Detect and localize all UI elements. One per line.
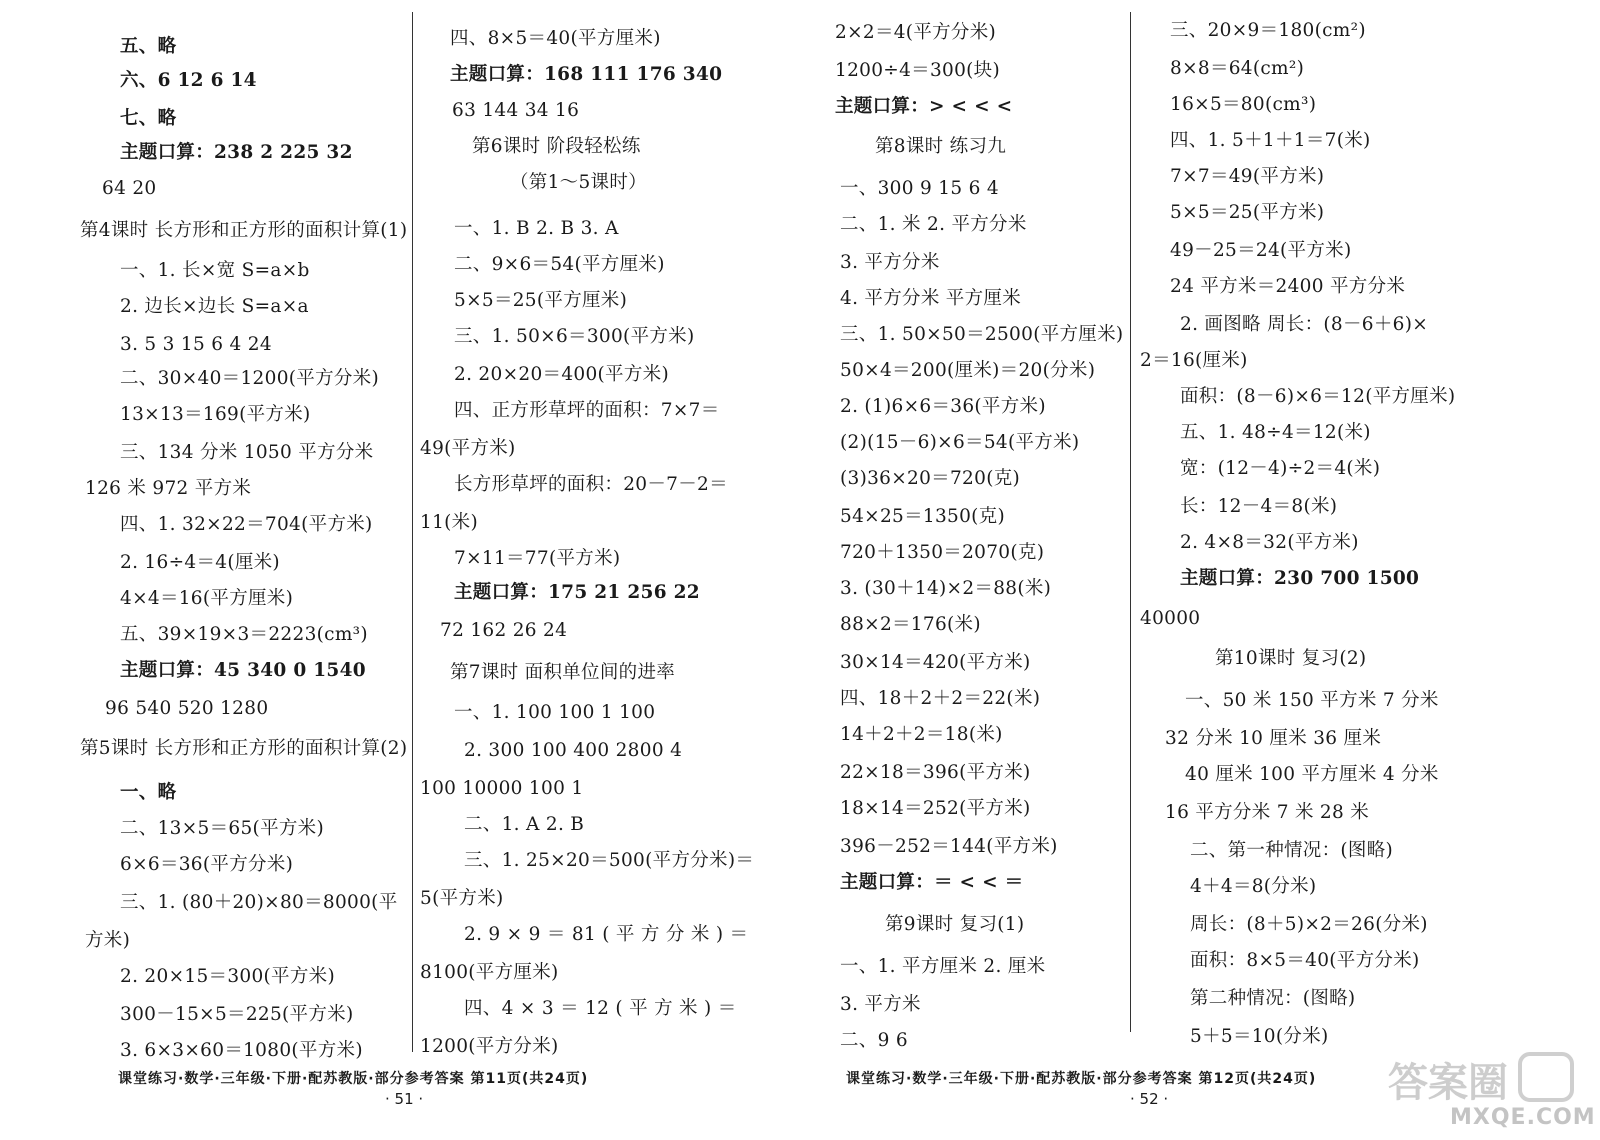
answer-line: 二、30×40＝1200(平方分米) — [120, 368, 379, 389]
answer-line: 一、1. 长×宽 S=a×b — [120, 260, 310, 281]
watermark-url: MXQE.COM — [1450, 1105, 1596, 1130]
answer-line: 2. 16÷4＝4(厘米) — [120, 552, 280, 573]
answer-line: 三、1. 50×6＝300(平方米) — [454, 326, 695, 347]
page-number: · 52 · — [1130, 1090, 1169, 1108]
answer-line: 5×5＝25(平方米) — [1170, 202, 1325, 223]
answer-line: 2. (1)6×6＝36(平方米) — [840, 396, 1046, 417]
answer-line: 4×4＝16(平方厘米) — [120, 588, 294, 609]
answer-line: 2. 画图略 周长：(8－6＋6)× — [1180, 314, 1429, 335]
answer-line: 22×18＝396(平方米) — [840, 762, 1031, 783]
answer-line: 主题口算：230 700 1500 — [1180, 568, 1420, 589]
answer-line: 2. 300 100 400 2800 4 — [464, 740, 683, 761]
answer-line: 主题口算：238 2 225 32 — [120, 142, 353, 163]
watermark-frame — [1520, 1054, 1572, 1100]
answer-line: 4. 平方分米 平方厘米 — [840, 288, 1022, 309]
answer-line: 四、1. 5＋1＋1＝7(米) — [1170, 130, 1371, 151]
answer-line: （第1～5课时） — [510, 172, 647, 193]
answer-line: 二、1. 米 2. 平方分米 — [840, 214, 1027, 235]
answer-line: 二、1. A 2. B — [464, 814, 585, 835]
answer-line: 2. 20×20＝400(平方米) — [454, 364, 669, 385]
answer-line: 三、134 分米 1050 平方分米 — [120, 442, 374, 463]
answer-line: 3. 6×3×60＝1080(平方米) — [120, 1040, 363, 1061]
answer-line: 396－252＝144(平方米) — [840, 836, 1058, 857]
answer-line: 18×14＝252(平方米) — [840, 798, 1031, 819]
answer-line: 二、13×5＝65(平方米) — [120, 818, 324, 839]
answer-line: 1200÷4＝300(块) — [835, 60, 1000, 81]
answer-line: 3. 5 3 15 6 4 24 — [120, 334, 272, 355]
answer-line: 2×2＝4(平方分米) — [835, 22, 997, 43]
answer-line: 方米) — [85, 930, 131, 951]
answer-line: 6×6＝36(平方分米) — [120, 854, 294, 875]
answer-line: 三、1. 25×20＝500(平方分米)＝ — [464, 850, 755, 871]
page-footer: 课堂练习·数学·三年级·下册·配苏教版·部分参考答案 第12页(共24页) — [846, 1071, 1317, 1087]
answer-line: 72 162 26 24 — [440, 620, 568, 641]
answer-line: 五、39×19×3＝2223(cm³) — [120, 624, 368, 645]
answer-line: 第二种情况：(图略) — [1190, 988, 1356, 1009]
answer-line: 63 144 34 16 — [452, 100, 580, 121]
answer-line: 30×14＝420(平方米) — [840, 652, 1031, 673]
answer-line: 5(平方米) — [420, 888, 504, 909]
answer-line: 8100(平方厘米) — [420, 962, 559, 983]
answer-line: 一、略 — [120, 782, 177, 803]
answer-line: 2＝16(厘米) — [1140, 350, 1248, 371]
answer-line: 主题口算：＝ < < ＝ — [840, 872, 1024, 893]
watermark-logo — [1380, 1050, 1596, 1130]
answer-line: 49－25＝24(平方米) — [1170, 240, 1352, 261]
answer-line: 13×13＝169(平方米) — [120, 404, 311, 425]
watermark-graphic — [1380, 1050, 1596, 1130]
answer-line: 5×5＝25(平方厘米) — [454, 290, 628, 311]
page-footer: 课堂练习·数学·三年级·下册·配苏教版·部分参考答案 第11页(共24页) — [118, 1071, 589, 1087]
answer-line: 54×25＝1350(克) — [840, 506, 1005, 527]
answer-line: 3. 平方米 — [840, 994, 921, 1015]
page-number: · 51 · — [385, 1090, 424, 1108]
answer-line: 24 平方米＝2400 平方分米 — [1170, 276, 1406, 297]
answer-line: 2. 边长×边长 S=a×a — [120, 296, 309, 317]
answer-line: 五、1. 48÷4＝12(米) — [1180, 422, 1371, 443]
answer-line: 2. 20×15＝300(平方米) — [120, 966, 335, 987]
answer-line: 7×7＝49(平方米) — [1170, 166, 1325, 187]
answer-line: 四、8×5＝40(平方厘米) — [450, 28, 661, 49]
right-page — [800, 0, 1600, 1140]
answer-line: 50×4＝200(厘米)＝20(分米) — [840, 360, 1096, 381]
answer-line: 六、6 12 6 14 — [120, 70, 257, 91]
answer-line: 第4课时 长方形和正方形的面积计算(1) — [80, 220, 408, 241]
answer-line: 一、1. B 2. B 3. A — [454, 218, 619, 239]
answer-line: 7×11＝77(平方米) — [454, 548, 621, 569]
answer-line: 四、4 × 3 ＝ 12 ( 平 方 米 ) ＝ — [464, 998, 737, 1019]
answer-line: 16×5＝80(cm³) — [1170, 94, 1317, 115]
answer-line: 二、第一种情况：(图略) — [1190, 840, 1394, 861]
answer-line: 主题口算：> < < < — [835, 96, 1013, 117]
answer-line: 300－15×5＝225(平方米) — [120, 1004, 354, 1025]
answer-line: 88×2＝176(米) — [840, 614, 981, 635]
answer-line: 一、50 米 150 平方米 7 分米 — [1185, 690, 1439, 711]
answer-line: 8×8＝64(cm²) — [1170, 58, 1305, 79]
answer-line: 16 平方分米 7 米 28 米 — [1165, 802, 1370, 823]
answer-line: 一、1. 平方厘米 2. 厘米 — [840, 956, 1046, 977]
answer-line: 四、正方形草坪的面积：7×7＝ — [454, 400, 720, 421]
answer-line: 周长：(8＋5)×2＝26(分米) — [1190, 914, 1428, 935]
answer-line: 4＋4＝8(分米) — [1190, 876, 1317, 897]
answer-line: 二、9 6 — [840, 1030, 908, 1051]
answer-line: 七、略 — [120, 108, 177, 129]
answer-line: 五、略 — [120, 36, 177, 57]
answer-line: 长方形草坪的面积：20－7－2＝ — [454, 474, 728, 495]
answer-line: 三、1. 50×50＝2500(平方厘米) — [840, 324, 1124, 345]
answer-line: 96 540 520 1280 — [105, 698, 269, 719]
answer-line: 三、20×9＝180(cm²) — [1170, 20, 1366, 41]
answer-line: 第9课时 复习(1) — [885, 914, 1025, 935]
answer-line: 3. (30＋14)×2＝88(米) — [840, 578, 1052, 599]
answer-line: 一、1. 100 100 1 100 — [454, 702, 656, 723]
answer-line: 49(平方米) — [420, 438, 516, 459]
answer-line: 宽：(12－4)÷2＝4(米) — [1180, 458, 1381, 479]
answer-line: 2. 9 × 9 ＝ 81 ( 平 方 分 米 ) ＝ — [464, 924, 749, 945]
watermark-title: 答案圈 — [1388, 1060, 1508, 1106]
answer-line: 第10课时 复习(2) — [1215, 648, 1367, 669]
answer-line: 面积：8×5＝40(平方分米) — [1190, 950, 1420, 971]
column-divider — [412, 12, 413, 1052]
answer-line: 1200(平方分米) — [420, 1036, 559, 1057]
answer-line: 40 厘米 100 平方厘米 4 分米 — [1185, 764, 1439, 785]
answer-line: 主题口算：45 340 0 1540 — [120, 660, 366, 681]
answer-line: 第5课时 长方形和正方形的面积计算(2) — [80, 738, 408, 759]
answer-line: 第7课时 面积单位间的进率 — [450, 662, 676, 683]
answer-line: 126 米 972 平方米 — [85, 478, 252, 499]
answer-line: 面积：(8－6)×6＝12(平方厘米) — [1180, 386, 1456, 407]
answer-line: 二、9×6＝54(平方厘米) — [454, 254, 665, 275]
answer-line: 14＋2＋2＝18(米) — [840, 724, 1003, 745]
answer-line: 一、300 9 15 6 4 — [840, 178, 999, 199]
answer-line: 40000 — [1140, 608, 1201, 629]
column-divider — [1130, 12, 1131, 1032]
answer-line: 第6课时 阶段轻松练 — [472, 136, 641, 157]
answer-line: (3)36×20＝720(克) — [840, 468, 1021, 489]
answer-line: 32 分米 10 厘米 36 厘米 — [1165, 728, 1382, 749]
answer-line: 三、1. (80＋20)×80＝8000(平 — [120, 892, 398, 913]
answer-line: 2. 4×8＝32(平方米) — [1180, 532, 1359, 553]
answer-line: 11(米) — [420, 512, 478, 533]
answer-line: 主题口算：168 111 176 340 — [450, 64, 723, 85]
answer-line: 3. 平方分米 — [840, 252, 940, 273]
answer-line: 四、1. 32×22＝704(平方米) — [120, 514, 373, 535]
answer-line: 5＋5＝10(分米) — [1190, 1026, 1329, 1047]
answer-line: 720＋1350＝2070(克) — [840, 542, 1045, 563]
answer-line: 长：12－4＝8(米) — [1180, 496, 1338, 517]
answer-line: 100 10000 100 1 — [420, 778, 584, 799]
answer-line: 主题口算：175 21 256 22 — [454, 582, 700, 603]
answer-line: 第8课时 练习九 — [875, 136, 1007, 157]
answer-line: 64 20 — [102, 178, 157, 199]
answer-line: 四、18＋2＋2＝22(米) — [840, 688, 1041, 709]
answer-line: (2)(15－6)×6＝54(平方米) — [840, 432, 1080, 453]
